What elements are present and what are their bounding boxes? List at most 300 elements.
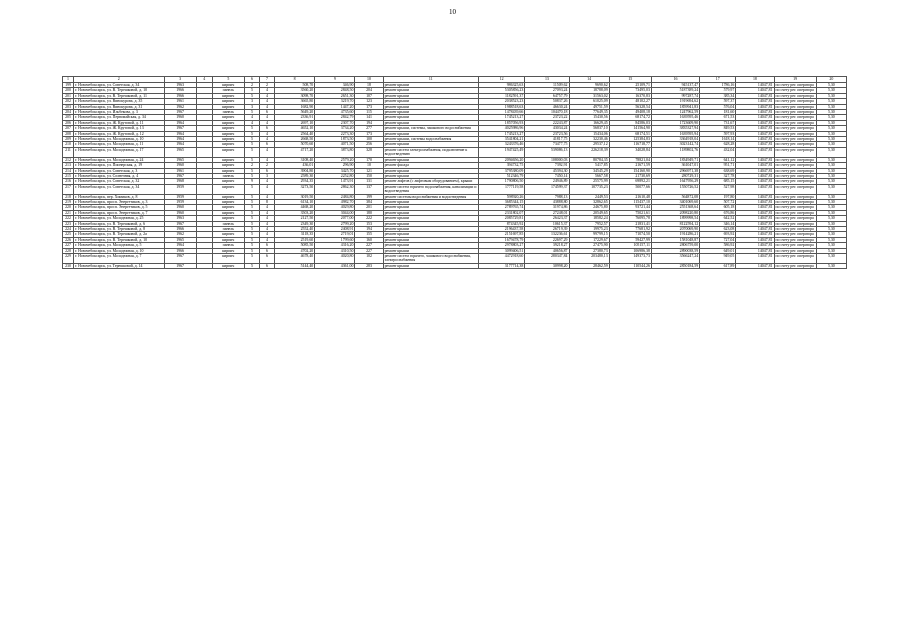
fund-method-cell: по счету рег. оператора: [774, 142, 816, 147]
cost-budget-cell: 18582,24: [569, 216, 609, 221]
work-type-cell: ремонт крыши: [383, 83, 478, 88]
floors-cell: 2: [244, 83, 259, 88]
address-cell: г. Новочебоксарск, ул. Молодежная, д. 10: [74, 248, 164, 253]
address-cell: г. Новочебоксарск, ул. В. Терешковой, д. 2a: [74, 232, 164, 237]
column-number-19: 19: [774, 77, 816, 83]
address-cell: г. Новочебоксарск, ул. Молодежная, д. 5: [74, 243, 164, 248]
fund-method-cell: по счету рег. оператора: [774, 115, 816, 120]
cost-budget-cell: 5417,85: [569, 163, 609, 168]
residents-cell: 10: [355, 163, 383, 168]
total-cost-cell: 3177714,38: [479, 263, 525, 268]
cost-local-cell: 116718,77: [609, 142, 651, 147]
living-area-cell: 2862,30: [315, 184, 355, 194]
living-area-cell: 3873,80: [315, 147, 355, 157]
year-built-cell: 1964: [164, 120, 196, 125]
term-cell: 5,30: [816, 179, 846, 184]
wall-material-cell: панель: [212, 110, 244, 115]
work-type-cell: ремонт крыши: [383, 99, 478, 104]
unit-cost-cell: 327,78: [700, 173, 736, 178]
table-row: [63, 184, 847, 194]
living-area-cell: 2307,70: [315, 120, 355, 125]
floors-cell: 5: [244, 184, 259, 194]
year-reconstruction-cell: [196, 263, 212, 268]
total-cost-cell: 1745213,27: [479, 131, 525, 136]
wall-material-cell: панель: [212, 243, 244, 248]
wall-material-cell: кирпич: [212, 179, 244, 184]
work-type-cell: ремонт крыши: [383, 237, 478, 242]
cost-budget-cell: 77649,35: [569, 110, 609, 115]
table-row: [63, 254, 847, 264]
living-area-cell: 346,90: [315, 83, 355, 88]
total-area-cell: 6134,10: [275, 199, 315, 204]
wall-material-cell: кирпич: [212, 232, 244, 237]
fund-method-cell: по счету рег. оператора: [774, 243, 816, 248]
wall-material-cell: кирпич: [212, 216, 244, 221]
total-area-cell: 4468,20: [275, 205, 315, 210]
address-cell: г. Новочебоксарск, пер. Химиков, д. 8: [74, 194, 164, 199]
unit-cost-cell: 576,04: [700, 104, 736, 109]
row-index-cell: 224: [63, 226, 74, 231]
residents-cell: 173: [355, 131, 383, 136]
living-area-cell: 3044,00: [315, 210, 355, 215]
entrances-cell: 4: [259, 210, 274, 215]
living-area-cell: 2848,50: [315, 88, 355, 93]
unit-cost-cell: 693,92: [700, 232, 736, 237]
year-built-cell: 1966: [164, 88, 196, 93]
row-index-cell: 211: [63, 147, 74, 157]
address-cell: г. Новочебоксарск, ул. Ж. Крутовой, д. 12: [74, 131, 164, 136]
entrances-cell: 4: [259, 216, 274, 221]
cost-owners-cell: 1834949,71: [651, 157, 699, 162]
year-built-cell: 1968: [164, 179, 196, 184]
cost-fund-cell: 22243,87: [525, 120, 569, 125]
unit-cost-cell: 685,15: [700, 179, 736, 184]
total-area-cell: 1682,90: [275, 104, 315, 109]
entrances-cell: 4: [259, 157, 274, 162]
unit-cost-cell: 949,05: [700, 254, 736, 264]
limit-cost-cell: 14047,81: [736, 216, 774, 221]
year-built-cell: 1964: [164, 142, 196, 147]
row-index-cell: 212: [63, 157, 74, 162]
column-number-9: 9: [315, 77, 355, 83]
entrances-cell: 4: [259, 226, 274, 231]
term-cell: 5,30: [816, 205, 846, 210]
work-type-cell: ремонт крыши: [383, 120, 478, 125]
floors-cell: 5: [244, 210, 259, 215]
wall-material-cell: кирпич: [212, 199, 244, 204]
cost-local-cell: 21831,41: [609, 221, 651, 226]
fund-method-cell: по счету рег. оператора: [774, 205, 816, 210]
floors-cell: 5: [244, 194, 259, 199]
fund-method-cell: по счету рег. оператора: [774, 168, 816, 173]
work-type-cell: ремонт систем горячего водоснабжения, канализации и водоотведения: [383, 184, 478, 194]
row-index-cell: 218: [63, 194, 74, 199]
limit-cost-cell: 14047,81: [736, 99, 774, 104]
column-number-2: 2: [74, 77, 164, 83]
row-index-cell: 203: [63, 104, 74, 109]
term-cell: 5,30: [816, 115, 846, 120]
entrances-cell: 4: [259, 205, 274, 210]
cost-budget-cell: 17229,67: [569, 237, 609, 242]
address-cell: г. Новочебоксарск, ул. Ильбекова, д. 3: [74, 110, 164, 115]
total-area-cell: 5085,50: [275, 243, 315, 248]
living-area-cell: 3425,70: [315, 168, 355, 173]
cost-owners-cell: 3835327,94: [651, 126, 699, 131]
year-built-cell: 1965: [164, 237, 196, 242]
cost-budget-cell: 61025,09: [569, 99, 609, 104]
row-index-cell: 201: [63, 93, 74, 98]
fund-method-cell: по счету рег. оператора: [774, 163, 816, 168]
row-index-cell: 210: [63, 142, 74, 147]
column-number-20: 20: [816, 77, 846, 83]
year-built-cell: 1960: [164, 115, 196, 120]
address-cell: г. Новочебоксарск, ул. В. Терешковой, д. 10: [74, 237, 164, 242]
address-cell: г. Новочебоксарск, ул. Молодежная, д. 10: [74, 137, 164, 142]
cost-local-cell: 93721,44: [609, 205, 651, 210]
address-cell: г. Новочебоксарск, ул. Первомайская, д. 34: [74, 115, 164, 120]
total-area-cell: 2589,30: [275, 173, 315, 178]
cost-budget-cell: 107735,23: [569, 184, 609, 194]
limit-cost-cell: 14047,81: [736, 199, 774, 204]
term-cell: 5,30: [816, 237, 846, 242]
floors-cell: 5: [244, 243, 259, 248]
cost-local-cell: 48102,27: [609, 99, 651, 104]
term-cell: 5,30: [816, 243, 846, 248]
residents-cell: 194: [355, 226, 383, 231]
total-cost-cell: 1790806,50: [479, 179, 525, 184]
entrances-cell: 6: [259, 243, 274, 248]
term-cell: 5,30: [816, 226, 846, 231]
unit-cost-cell: 197,80: [700, 194, 736, 199]
work-type-cell: ремонт крыши: [383, 263, 478, 268]
wall-material-cell: кирпич: [212, 254, 244, 264]
year-built-cell: 1967: [164, 126, 196, 131]
row-index-cell: 209: [63, 137, 74, 142]
cost-fund-cell: 22697,29: [525, 237, 569, 242]
address-cell: г. Новочебоксарск, ул. Советская, д. 34: [74, 83, 164, 88]
total-area-cell: 2934,35: [275, 179, 315, 184]
work-type-cell: ремонт крыши, системы водоснабжения: [383, 137, 478, 142]
wall-material-cell: панель: [212, 221, 244, 226]
unit-cost-cell: 641,12: [700, 157, 736, 162]
row-index-cell: 213: [63, 163, 74, 168]
living-area-cell: 2273,30: [315, 131, 355, 136]
floors-cell: 5: [244, 248, 259, 253]
row-index-cell: 216: [63, 179, 74, 184]
work-type-cell: ремонт крыши: [383, 221, 478, 226]
term-cell: 5,30: [816, 83, 846, 88]
floors-cell: 5: [244, 110, 259, 115]
total-area-cell: 2697,10: [275, 120, 315, 125]
work-type-cell: ремонт лифтов (с лифтовым оборудованием), крыши: [383, 179, 478, 184]
cost-fund-cell: 539086,13: [525, 147, 569, 157]
total-area-cell: 3118,35: [275, 232, 315, 237]
wall-material-cell: кирпич: [212, 163, 244, 168]
year-built-cell: 1967: [164, 263, 196, 268]
living-area-cell: 4310,50: [315, 248, 355, 253]
entrances-cell: 6: [259, 263, 274, 268]
unit-cost-cell: 1786,16: [700, 83, 736, 88]
address-cell: г. Новочебоксарск, ул. Винокурова, д. 31: [74, 104, 164, 109]
cost-fund-cell: 45394,30: [525, 168, 569, 173]
column-number-11: 11: [383, 77, 478, 83]
entrances-cell: 6: [259, 110, 274, 115]
cost-local-cell: 50077,66: [609, 184, 651, 194]
row-index-cell: 228: [63, 248, 74, 253]
cost-fund-cell: 27093,24: [525, 88, 569, 93]
wall-material-cell: кирпич: [212, 184, 244, 194]
cost-fund-cell: 30998,20: [525, 263, 569, 268]
cost-local-cell: 115437,10: [609, 199, 651, 204]
row-index-cell: 199: [63, 83, 74, 88]
floors-cell: 5: [244, 88, 259, 93]
work-type-cell: ремонт крыши: [383, 168, 478, 173]
cost-local-cell: 21730,69: [609, 173, 651, 178]
year-built-cell: 1959: [164, 199, 196, 204]
wall-material-cell: кирпич: [212, 205, 244, 210]
floors-cell: 5: [244, 237, 259, 242]
living-area-cell: 1799,60: [315, 237, 355, 242]
cost-local-cell: 84586,03: [609, 120, 651, 125]
limit-cost-cell: 14047,81: [736, 157, 774, 162]
row-index-cell: 226: [63, 237, 74, 242]
total-area-cell: 3019,50: [275, 194, 315, 199]
total-cost-cell: 986325,63: [479, 83, 525, 88]
unit-cost-cell: 628,28: [700, 142, 736, 147]
floors-cell: 5: [244, 168, 259, 173]
total-cost-cell: 2789765,74: [479, 205, 525, 210]
wall-material-cell: кирпич: [212, 120, 244, 125]
term-cell: 5,30: [816, 168, 846, 173]
entrances-cell: 3: [259, 173, 274, 178]
cost-budget-cell: 20549,65: [569, 210, 609, 215]
living-area-cell: 296,90: [315, 163, 355, 168]
cost-local-cell: 34028,84: [609, 147, 651, 157]
row-index-cell: 202: [63, 99, 74, 104]
unit-cost-cell: 597,93: [700, 131, 736, 136]
cost-budget-cell: 203480,13: [569, 254, 609, 264]
fund-method-cell: по счету рег. оператора: [774, 147, 816, 157]
cost-fund-cell: 132236,61: [525, 232, 569, 237]
residents-cell: 155: [355, 232, 383, 237]
unit-cost-cell: 849,53: [700, 126, 736, 131]
table-row: [63, 126, 847, 131]
cost-budget-cell: 34545,29: [569, 168, 609, 173]
row-index-cell: 219: [63, 199, 74, 204]
residents-cell: 18: [355, 83, 383, 88]
term-cell: 5,30: [816, 142, 846, 147]
entrances-cell: 4: [259, 88, 274, 93]
total-cost-cell: 1988518,63: [479, 104, 525, 109]
total-cost-cell: 1478439,66: [479, 110, 525, 115]
year-built-cell: 1965: [164, 157, 196, 162]
living-area-cell: 4029,80: [315, 205, 355, 210]
term-cell: 5,30: [816, 110, 846, 115]
year-built-cell: 1965: [164, 147, 196, 157]
cost-budget-cell: 80784,35: [569, 157, 609, 162]
cost-local-cell: 69892,21: [609, 179, 651, 184]
total-cost-cell: 2094656,20: [479, 157, 525, 162]
entrances-cell: 4: [259, 147, 274, 157]
cost-local-cell: 71074,50: [609, 232, 651, 237]
cost-local-cell: 125384,83: [609, 137, 651, 142]
living-area-cell: 2842,79: [315, 115, 355, 120]
floors-cell: 4: [244, 115, 259, 120]
fund-method-cell: по счету рег. оператора: [774, 248, 816, 253]
total-cost-cell: 598920,26: [479, 194, 525, 199]
cost-fund-cell: 108000,03: [525, 157, 569, 162]
living-area-cell: 4735,60: [315, 110, 355, 115]
unit-cost-cell: 623,08: [700, 226, 736, 231]
entrances-cell: 4: [259, 93, 274, 98]
address-cell: г. Новочебоксарск, ул. В. Терешковой, д. 8: [74, 226, 164, 231]
cost-owners-cell: 997287,74: [651, 93, 699, 98]
row-index-cell: 204: [63, 110, 74, 115]
term-cell: 5,30: [816, 126, 846, 131]
entrances-cell: 4: [259, 179, 274, 184]
term-cell: 5,30: [816, 184, 846, 194]
cost-fund-cell: 174599,37: [525, 184, 569, 194]
living-area-cell: 4020,80: [315, 254, 355, 264]
cost-budget-cell: 5667,58: [569, 173, 609, 178]
total-cost-cell: 2331802,07: [479, 210, 525, 215]
term-cell: 5,30: [816, 99, 846, 104]
living-area-cell: 4361,00: [315, 263, 355, 268]
cost-fund-cell: 7392,91: [525, 163, 569, 168]
residents-cell: 199: [355, 194, 383, 199]
row-index-cell: 223: [63, 221, 74, 226]
cost-owners-cell: 280729,31: [651, 173, 699, 178]
unit-cost-cell: 671,53: [700, 115, 736, 120]
cost-owners-cell: 1723609,90: [651, 120, 699, 125]
fund-method-cell: по счету рег. оператора: [774, 88, 816, 93]
living-area-cell: 2651,30: [315, 93, 355, 98]
address-cell: г. Новочебоксарск, ул. В. Терешковой, д. 6: [74, 221, 164, 226]
total-cost-cell: 2978803,27: [479, 243, 525, 248]
cost-owners-cell: 5187389,24: [651, 88, 699, 93]
cost-owners-cell: 2098220,80: [651, 210, 699, 215]
entrances-cell: 4: [259, 184, 274, 194]
floors-cell: 5: [244, 137, 259, 142]
column-number-14: 14: [569, 77, 609, 83]
floors-cell: 5: [244, 199, 259, 204]
cost-budget-cell: 28462,59: [569, 263, 609, 268]
living-area-cell: 4071,50: [315, 142, 355, 147]
cost-owners-cell: 564872,08: [651, 194, 699, 199]
residents-cell: 222: [355, 216, 383, 221]
unit-cost-cell: 1618,14: [700, 137, 736, 142]
table-row: [63, 179, 847, 184]
total-area-cell: 508,70: [275, 83, 315, 88]
living-area-cell: 2252,80: [315, 173, 355, 178]
limit-cost-cell: 14047,81: [736, 263, 774, 268]
year-built-cell: 1964: [164, 131, 196, 136]
residents-cell: 328: [355, 147, 383, 157]
term-cell: 5,30: [816, 216, 846, 221]
fund-method-cell: по счету рег. оператора: [774, 184, 816, 194]
cost-budget-cell: 25575,99: [569, 179, 609, 184]
column-number-13: 13: [525, 77, 569, 83]
entrances-cell: 6: [259, 248, 274, 253]
fund-method-cell: по счету рег. оператора: [774, 199, 816, 204]
row-index-cell: 220: [63, 205, 74, 210]
page-number: 10: [449, 8, 456, 16]
total-area-cell: 4678,40: [275, 254, 315, 264]
work-type-cell: ремонт крыши: [383, 93, 478, 98]
term-cell: 5,30: [816, 120, 846, 125]
address-cell: г. Новочебоксарск, ул. Винокурова, д. 35: [74, 99, 164, 104]
limit-cost-cell: 14047,81: [736, 126, 774, 131]
cost-budget-cell: 19975,23: [569, 226, 609, 231]
cost-budget-cell: 15434,06: [569, 131, 609, 136]
term-cell: 5,30: [816, 163, 846, 168]
work-type-cell: ремонт крыши: [383, 226, 478, 231]
fund-method-cell: по счету рег. оператора: [774, 110, 816, 115]
year-built-cell: 1966: [164, 226, 196, 231]
cost-local-cell: 21610,48: [609, 194, 651, 199]
floors-cell: 5: [244, 93, 259, 98]
unit-cost-cell: 951,71: [700, 163, 736, 168]
term-cell: 5,30: [816, 232, 846, 237]
fund-method-cell: по счету рег. оператора: [774, 194, 816, 199]
total-cost-cell: 2038523,23: [479, 99, 525, 104]
year-built-cell: 1966: [164, 248, 196, 253]
year-built-cell: 1967: [164, 221, 196, 226]
total-cost-cell: 4025986,96: [479, 126, 525, 131]
total-cost-cell: 2151697,85: [479, 232, 525, 237]
wall-material-cell: кирпич: [212, 83, 244, 88]
unit-cost-cell: 597,37: [700, 99, 736, 104]
unit-cost-cell: 346,14: [700, 221, 736, 226]
unit-cost-cell: 605,18: [700, 205, 736, 210]
entrances-cell: 4: [259, 194, 274, 199]
work-type-cell: ремонт крыши: [383, 131, 478, 136]
row-index-cell: 217: [63, 184, 74, 194]
residents-cell: 131: [355, 179, 383, 184]
row-index-cell: 200: [63, 88, 74, 93]
residents-cell: 283: [355, 263, 383, 268]
term-cell: 5,30: [816, 210, 846, 215]
unit-cost-cell: 507,72: [700, 199, 736, 204]
cost-fund-cell: 40656,87: [525, 248, 569, 253]
housing-register-table: [62, 76, 847, 269]
cost-budget-cell: 7952,57: [569, 221, 609, 226]
term-cell: 5,30: [816, 147, 846, 157]
fund-method-cell: по счету рег. оператора: [774, 137, 816, 142]
work-type-cell: ремонт крыши: [383, 199, 478, 204]
cost-local-cell: 76095,78: [609, 216, 651, 221]
fund-method-cell: по счету рег. оператора: [774, 83, 816, 88]
limit-cost-cell: 14047,81: [736, 168, 774, 173]
cost-fund-cell: 7988,13: [525, 194, 569, 199]
fund-method-cell: по счету рег. оператора: [774, 173, 816, 178]
unit-cost-cell: 579,97: [700, 88, 736, 93]
term-cell: 5,30: [816, 157, 846, 162]
total-area-cell: 2564,40: [275, 131, 315, 136]
cost-owners-cell: 2890038,59: [651, 248, 699, 253]
cost-local-cell: 75021,61: [609, 210, 651, 215]
limit-cost-cell: 14047,81: [736, 93, 774, 98]
cost-local-cell: 21671,59: [609, 163, 651, 168]
limit-cost-cell: 14047,81: [736, 243, 774, 248]
living-area-cell: 3219,70: [315, 99, 355, 104]
cost-budget-cell: 18788,09: [569, 88, 609, 93]
total-cost-cell: 1947425,49: [479, 147, 525, 157]
term-cell: 5,30: [816, 104, 846, 109]
total-cost-cell: 3685344,15: [479, 199, 525, 204]
cost-budget-cell: 9690,62: [569, 83, 609, 88]
cost-fund-cell: 11509,62: [525, 83, 569, 88]
